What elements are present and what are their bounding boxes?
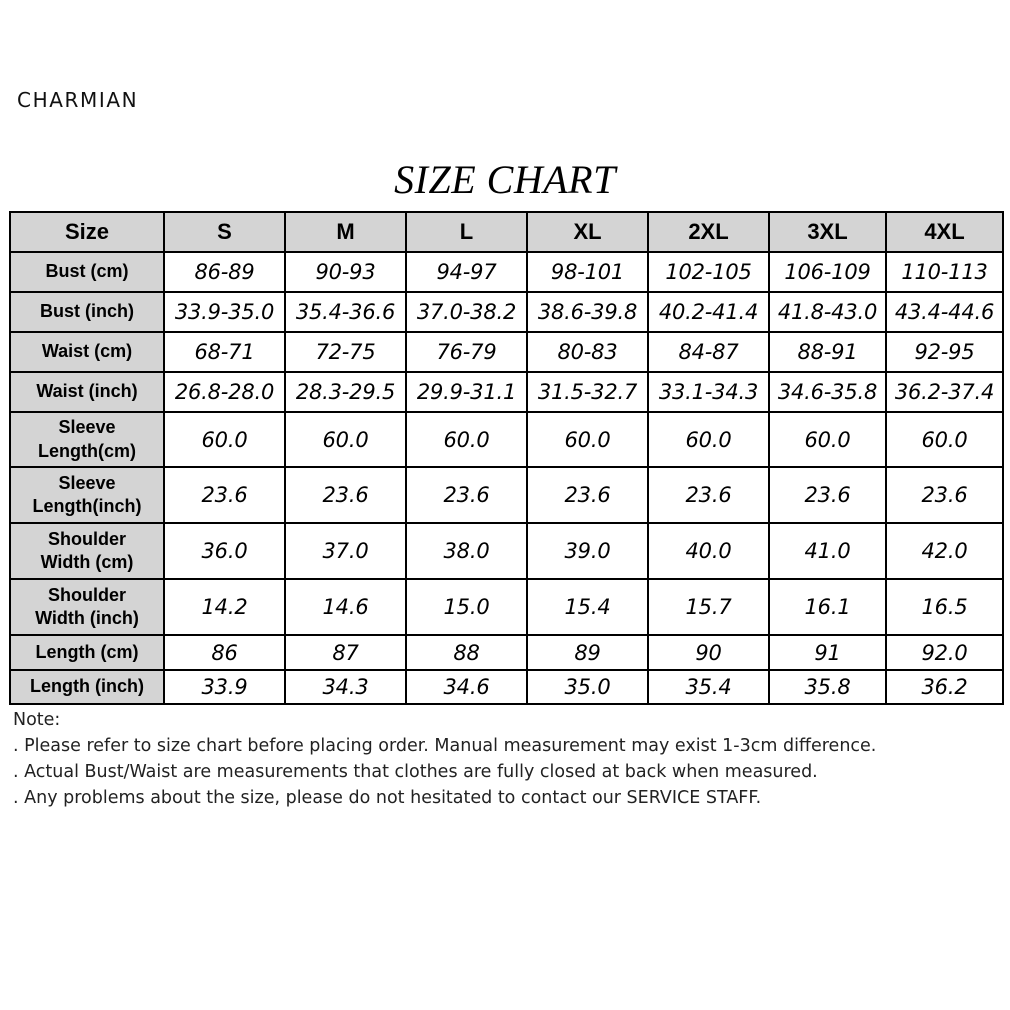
table-row bbox=[10, 412, 1003, 467]
brand-logo: CHARMIAN bbox=[17, 88, 139, 112]
table-cell: 88 bbox=[406, 635, 527, 670]
table-cell: 86-89 bbox=[164, 252, 285, 292]
row-label-line: Length (cm) bbox=[35, 641, 139, 662]
table-cell: 37.0-38.2 bbox=[406, 292, 527, 332]
table-cell: 106-109 bbox=[769, 252, 886, 292]
table-row bbox=[10, 252, 1003, 292]
row-label-line: Sleeve bbox=[58, 472, 116, 493]
table-cell: 92.0 bbox=[886, 635, 1003, 670]
notes-heading: Note: bbox=[13, 710, 61, 730]
row-label-line: Shoulder bbox=[47, 584, 126, 605]
table-cell: 29.9-31.1 bbox=[406, 372, 527, 412]
table-cell: 86 bbox=[164, 635, 285, 670]
row-label-line: Shoulder bbox=[47, 528, 126, 549]
table-cell: 42.0 bbox=[886, 523, 1003, 579]
table-cell: 41.0 bbox=[769, 523, 886, 579]
table-cell: 80-83 bbox=[527, 332, 648, 372]
table-cell: 110-113 bbox=[886, 252, 1003, 292]
table-row bbox=[10, 332, 1003, 372]
table-cell: 26.8-28.0 bbox=[164, 372, 285, 412]
size-table-body bbox=[10, 252, 1003, 704]
notes-section bbox=[13, 707, 876, 811]
table-cell: 60.0 bbox=[769, 412, 886, 467]
table-cell: 88-91 bbox=[769, 332, 886, 372]
table-cell: 38.0 bbox=[406, 523, 527, 579]
table-cell: 34.6-35.8 bbox=[769, 372, 886, 412]
table-cell: 89 bbox=[527, 635, 648, 670]
row-label-line: Bust (cm) bbox=[45, 261, 129, 282]
row-label-line: Sleeve bbox=[58, 417, 116, 438]
table-cell: 31.5-32.7 bbox=[527, 372, 648, 412]
table-row bbox=[10, 523, 1003, 579]
table-cell: 60.0 bbox=[285, 412, 406, 467]
table-cell: 35.8 bbox=[769, 670, 886, 704]
table-cell: 36.2 bbox=[886, 670, 1003, 704]
row-label bbox=[10, 412, 164, 467]
table-cell: 23.6 bbox=[164, 467, 285, 523]
table-cell: 84-87 bbox=[648, 332, 769, 372]
table-cell: 40.0 bbox=[648, 523, 769, 579]
size-header-cell: M bbox=[285, 212, 406, 252]
table-cell: 60.0 bbox=[527, 412, 648, 467]
table-cell: 60.0 bbox=[406, 412, 527, 467]
row-label bbox=[10, 635, 164, 670]
table-cell: 90-93 bbox=[285, 252, 406, 292]
row-label bbox=[10, 292, 164, 332]
row-label-line: Waist (inch) bbox=[36, 381, 138, 402]
row-label bbox=[10, 523, 164, 579]
row-label bbox=[10, 252, 164, 292]
table-row bbox=[10, 292, 1003, 332]
table-cell: 16.1 bbox=[769, 579, 886, 635]
table-cell: 23.6 bbox=[406, 467, 527, 523]
row-label bbox=[10, 467, 164, 523]
row-label-line: Length(cm) bbox=[38, 440, 136, 461]
table-cell: 15.0 bbox=[406, 579, 527, 635]
table-cell: 23.6 bbox=[886, 467, 1003, 523]
size-header-corner: Size bbox=[10, 212, 164, 252]
table-cell: 98-101 bbox=[527, 252, 648, 292]
row-label-line: Length(inch) bbox=[32, 496, 142, 516]
size-header-cell: S bbox=[164, 212, 285, 252]
row-label bbox=[10, 579, 164, 635]
table-cell: 23.6 bbox=[769, 467, 886, 523]
table-cell: 34.3 bbox=[285, 670, 406, 704]
table-cell: 33.9 bbox=[164, 670, 285, 704]
table-cell: 33.1-34.3 bbox=[648, 372, 769, 412]
row-label bbox=[10, 372, 164, 412]
table-cell: 23.6 bbox=[285, 467, 406, 523]
row-label-line: Waist (cm) bbox=[41, 341, 133, 362]
table-cell: 43.4-44.6 bbox=[886, 292, 1003, 332]
row-label-line: Bust (inch) bbox=[40, 301, 134, 322]
table-cell: 91 bbox=[769, 635, 886, 670]
size-header-row bbox=[10, 212, 1003, 252]
table-cell: 33.9-35.0 bbox=[164, 292, 285, 332]
row-label bbox=[10, 332, 164, 372]
row-label bbox=[10, 670, 164, 704]
table-row bbox=[10, 467, 1003, 523]
table-cell: 37.0 bbox=[285, 523, 406, 579]
table-cell: 36.2-37.4 bbox=[886, 372, 1003, 412]
size-chart-title: SIZE CHART bbox=[394, 157, 616, 202]
table-cell: 36.0 bbox=[164, 523, 285, 579]
table-cell: 92-95 bbox=[886, 332, 1003, 372]
note-item: . Please refer to size chart before placing order. Manual measurement may exist 1-3cm difference. bbox=[13, 736, 877, 756]
table-cell: 40.2-41.4 bbox=[648, 292, 769, 332]
table-row bbox=[10, 372, 1003, 412]
table-cell: 23.6 bbox=[648, 467, 769, 523]
table-cell: 38.6-39.8 bbox=[527, 292, 648, 332]
row-label-line: Length (inch) bbox=[30, 676, 144, 697]
table-cell: 34.6 bbox=[406, 670, 527, 704]
table-cell: 35.4-36.6 bbox=[285, 292, 406, 332]
size-header-cell: XL bbox=[527, 212, 648, 252]
table-cell: 16.5 bbox=[886, 579, 1003, 635]
table-cell: 87 bbox=[285, 635, 406, 670]
table-row bbox=[10, 670, 1003, 704]
table-cell: 68-71 bbox=[164, 332, 285, 372]
table-cell: 102-105 bbox=[648, 252, 769, 292]
table-cell: 90 bbox=[648, 635, 769, 670]
row-label-line: Width (cm) bbox=[40, 552, 134, 572]
table-cell: 35.4 bbox=[648, 670, 769, 704]
table-cell: 94-97 bbox=[406, 252, 527, 292]
table-cell: 41.8-43.0 bbox=[769, 292, 886, 332]
table-cell: 60.0 bbox=[886, 412, 1003, 467]
size-header-cell: L bbox=[406, 212, 527, 252]
table-cell: 35.0 bbox=[527, 670, 648, 704]
size-header-cell: 4XL bbox=[886, 212, 1003, 252]
table-row bbox=[10, 579, 1003, 635]
table-cell: 28.3-29.5 bbox=[285, 372, 406, 412]
table-cell: 14.2 bbox=[164, 579, 285, 635]
table-cell: 60.0 bbox=[164, 412, 285, 467]
note-item: . Actual Bust/Waist are measurements that clothes are fully closed at back when measured. bbox=[13, 762, 818, 782]
note-item: . Any problems about the size, please do not hesitated to contact our SERVICE STAFF. bbox=[13, 788, 762, 808]
table-cell: 39.0 bbox=[527, 523, 648, 579]
table-cell: 72-75 bbox=[285, 332, 406, 372]
table-cell: 15.4 bbox=[527, 579, 648, 635]
size-header-cell: 2XL bbox=[648, 212, 769, 252]
table-row bbox=[10, 635, 1003, 670]
size-header-cell: 3XL bbox=[769, 212, 886, 252]
table-cell: 23.6 bbox=[527, 467, 648, 523]
table-cell: 60.0 bbox=[648, 412, 769, 467]
row-label-line: Width (inch) bbox=[35, 608, 139, 628]
table-cell: 14.6 bbox=[285, 579, 406, 635]
table-cell: 76-79 bbox=[406, 332, 527, 372]
size-table bbox=[9, 211, 1004, 705]
table-cell: 15.7 bbox=[648, 579, 769, 635]
